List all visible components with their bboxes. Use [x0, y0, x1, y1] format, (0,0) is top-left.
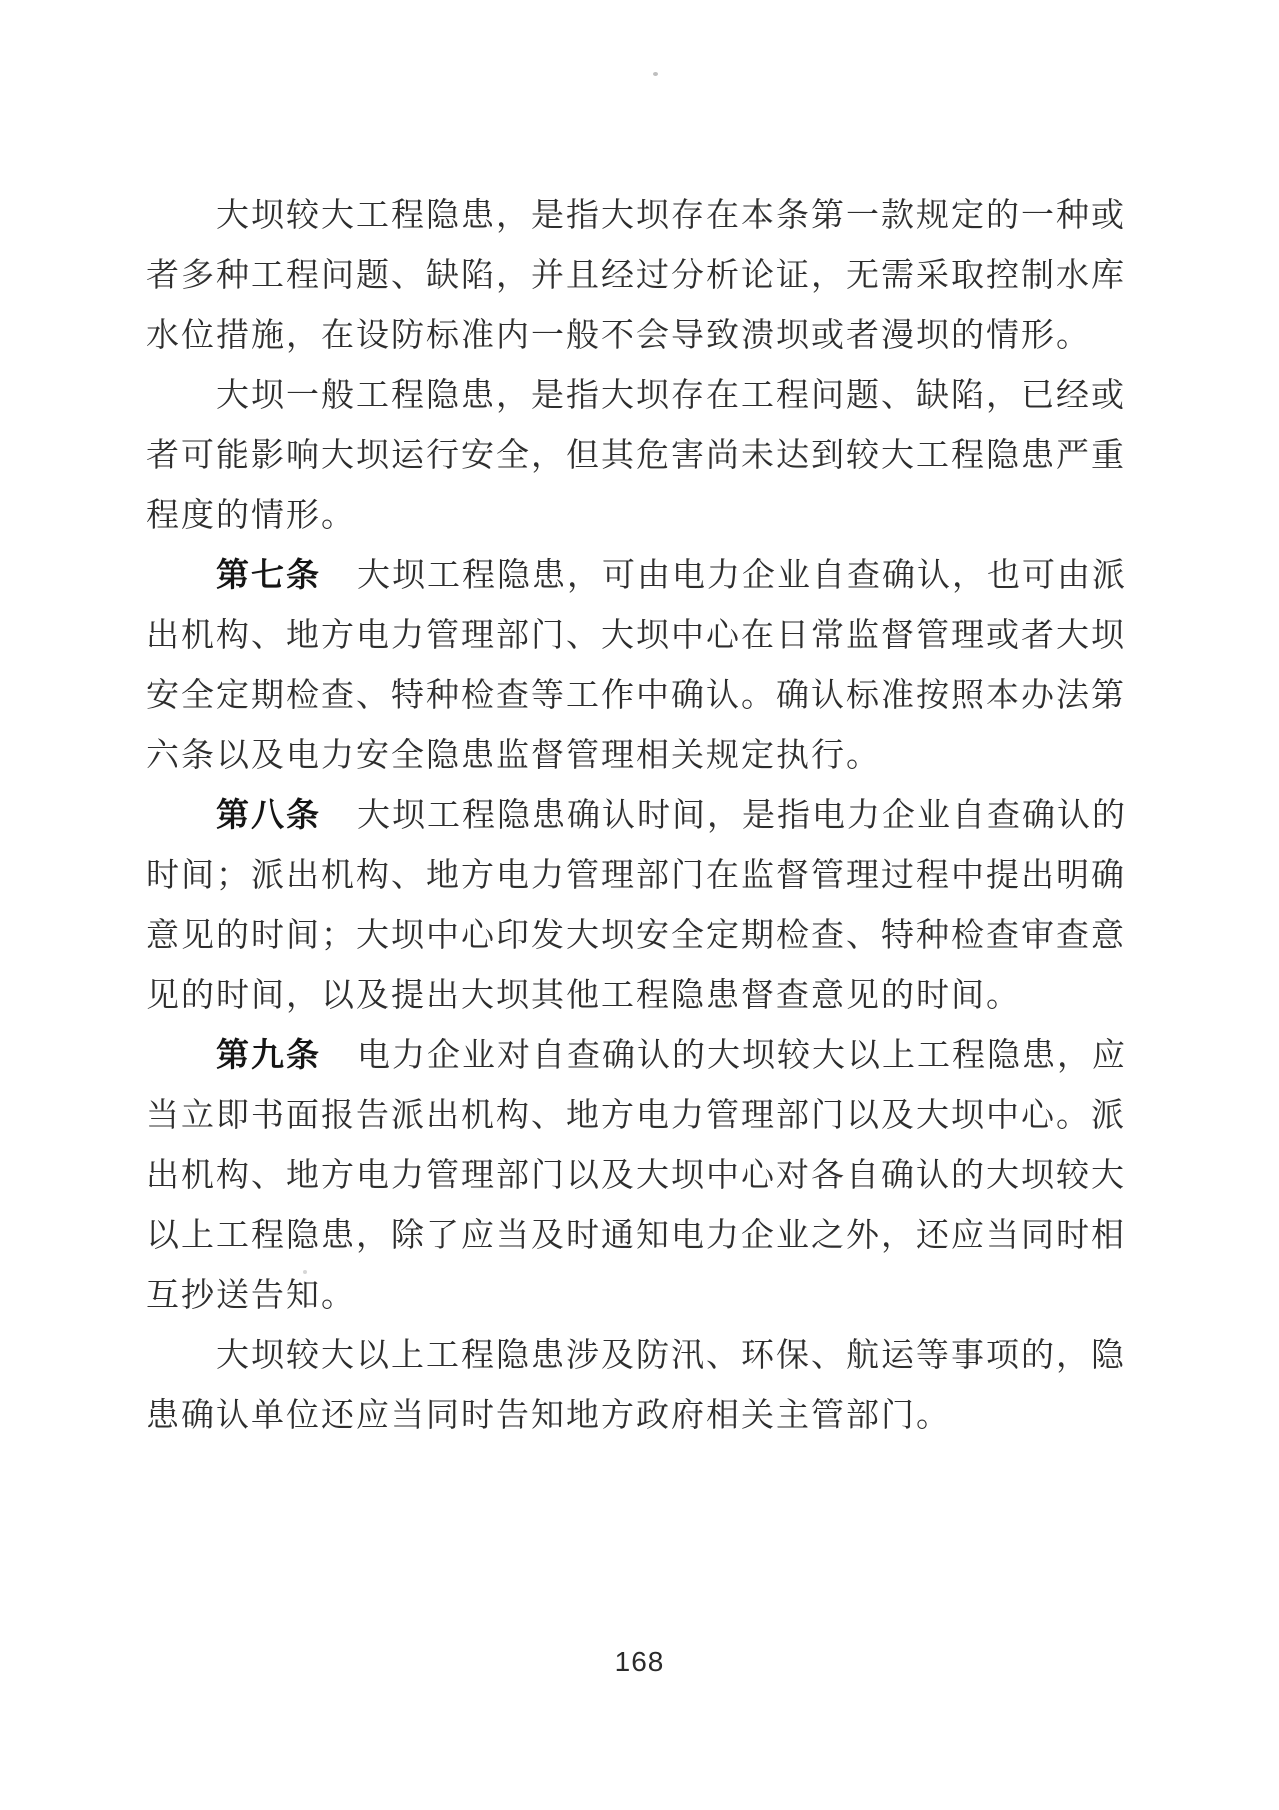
page-number: 168 — [614, 1646, 665, 1677]
text-line — [146, 366, 1146, 426]
text-line — [146, 426, 1146, 486]
line-text: 意见的时间；大坝中心印发大坝安全定期检查、特种检查审查意 — [146, 918, 1126, 954]
text-line — [146, 1386, 1146, 1446]
document-body — [146, 186, 1146, 1446]
line-text: 大坝工程隐患确认时间，是指电力企业自查确认的 — [357, 798, 1127, 834]
paragraph-2 — [146, 366, 1146, 546]
text-line — [146, 1206, 1146, 1266]
text-line — [146, 846, 1146, 906]
text-line — [146, 666, 1146, 726]
article-number: 第九条 — [216, 1038, 321, 1074]
line-text: 大坝较大以上工程隐患涉及防汛、环保、航运等事项的，隐 — [216, 1338, 1126, 1374]
text-line — [146, 1146, 1146, 1206]
text-line — [146, 306, 1146, 366]
text-line — [146, 1266, 1146, 1326]
line-text: 出机构、地方电力管理部门以及大坝中心对各自确认的大坝较大 — [146, 1158, 1126, 1194]
line-text: 六条以及电力安全隐患监督管理相关规定执行。 — [146, 738, 881, 774]
line-text: 大坝较大工程隐患，是指大坝存在本条第一款规定的一种或 — [216, 198, 1126, 234]
text-line — [146, 186, 1146, 246]
text-line — [146, 246, 1146, 306]
article-number: 第八条 — [216, 798, 321, 834]
text-line — [146, 1026, 1146, 1086]
paragraph-article-9 — [146, 1026, 1146, 1326]
line-text: 者多种工程问题、缺陷，并且经过分析论证，无需采取控制水库 — [146, 258, 1126, 294]
line-text: 患确认单位还应当同时告知地方政府相关主管部门。 — [146, 1398, 951, 1434]
line-text: 程度的情形。 — [146, 498, 356, 534]
line-text: 当立即书面报告派出机构、地方电力管理部门以及大坝中心。派 — [146, 1098, 1126, 1134]
text-line — [146, 966, 1146, 1026]
line-text: 大坝工程隐患，可由电力企业自查确认，也可由派 — [357, 558, 1127, 594]
line-text: 者可能影响大坝运行安全，但其危害尚未达到较大工程隐患严重 — [146, 438, 1126, 474]
line-text: 出机构、地方电力管理部门、大坝中心在日常监督管理或者大坝 — [146, 618, 1126, 654]
line-text: 时间；派出机构、地方电力管理部门在监督管理过程中提出明确 — [146, 858, 1126, 894]
line-text: 互抄送告知。 — [146, 1278, 356, 1314]
text-line — [146, 786, 1146, 846]
text-line — [146, 906, 1146, 966]
text-line — [146, 486, 1146, 546]
line-text: 大坝一般工程隐患，是指大坝存在工程问题、缺陷，已经或 — [216, 378, 1126, 414]
line-text: 水位措施，在设防标准内一般不会导致溃坝或者漫坝的情形。 — [146, 318, 1091, 354]
article-number: 第七条 — [216, 558, 321, 594]
text-line — [146, 1326, 1146, 1386]
line-text: 电力企业对自查确认的大坝较大以上工程隐患，应 — [357, 1038, 1127, 1074]
paragraph-article-8 — [146, 786, 1146, 1026]
paragraph-article-7 — [146, 546, 1146, 786]
paragraph-6 — [146, 1326, 1146, 1446]
scan-speck — [653, 72, 658, 76]
line-text: 安全定期检查、特种检查等工作中确认。确认标准按照本办法第 — [146, 678, 1126, 714]
text-line — [146, 726, 1146, 786]
text-line — [146, 606, 1146, 666]
text-line — [146, 1086, 1146, 1146]
text-line — [146, 546, 1146, 606]
line-text: 见的时间，以及提出大坝其他工程隐患督查意见的时间。 — [146, 978, 1021, 1014]
line-text: 以上工程隐患，除了应当及时通知电力企业之外，还应当同时相 — [146, 1218, 1126, 1254]
paragraph-1 — [146, 186, 1146, 366]
